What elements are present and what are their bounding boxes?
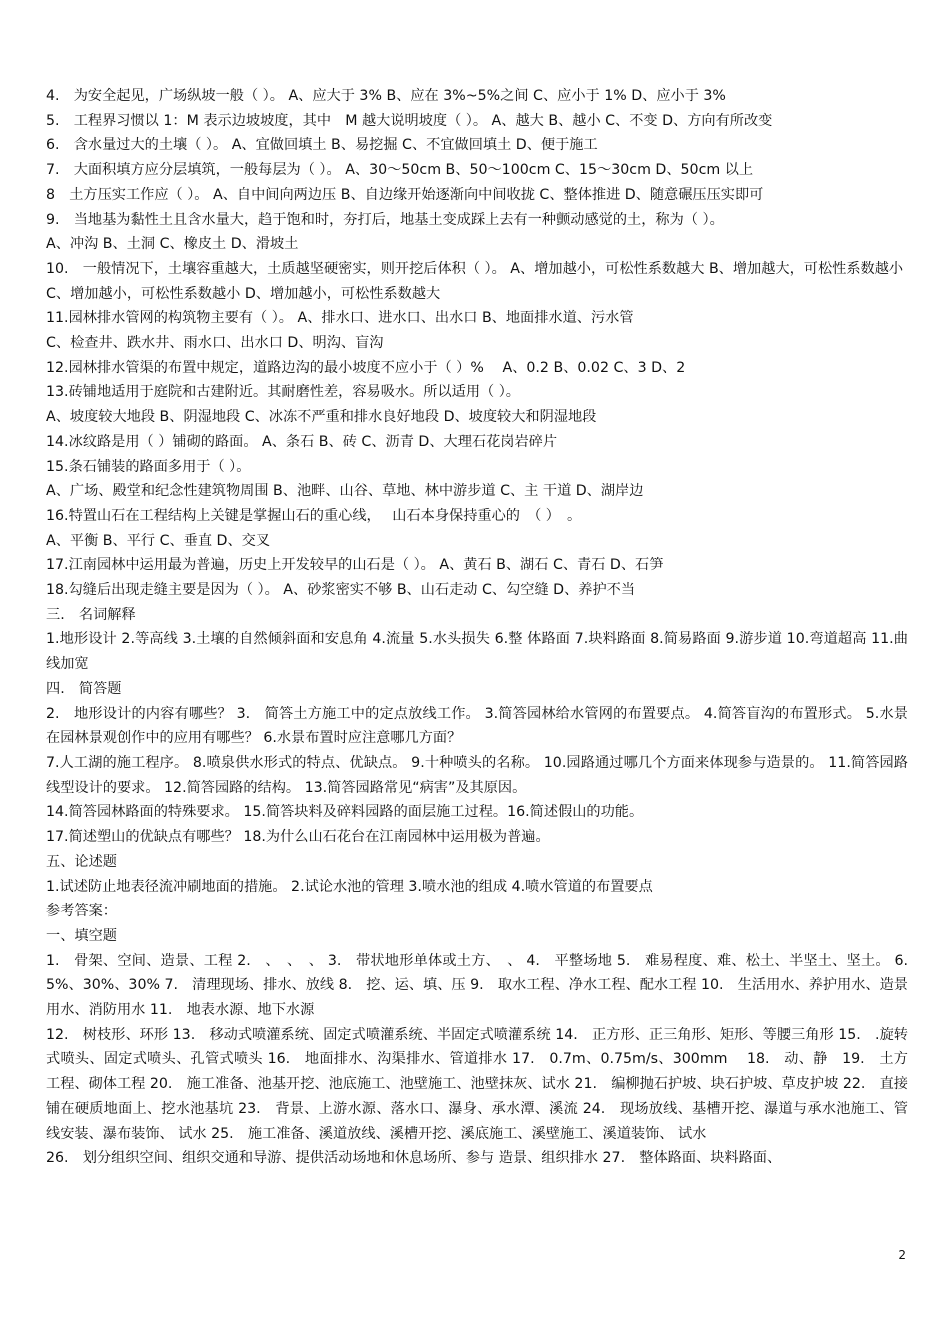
text-line: 五、论述题 bbox=[46, 853, 117, 870]
text-line: 10. 一般情况下，土壤容重越大，土质越坚硬密实，则开挖后体积（ ）。 A、增加越小，可松性系数越大 B、增加越大，可松性系数越小 bbox=[46, 260, 904, 277]
text-line: 1.试述防止地表径流冲刷地面的措施。 2.试论水池的管理 3.喷水池的组成 4.喷水管道的布置要点 bbox=[46, 878, 653, 895]
document-body bbox=[46, 84, 923, 1171]
text-line: 15.条石铺装的路面多用于（ ）。 bbox=[46, 458, 251, 475]
page-number: 2 bbox=[898, 1248, 906, 1262]
text-line: 1. 骨架、空间、造景、工程 2. 、 、 、 3. 带状地形单体或土方、 、 4. 平整场地 5. 难易程度、难、松土、半坚土、坚土。 6. 5%、30%、30% 7. 清理现场、排水、放线 8. 挖、运、填、压 9. 取水工程、净水工程、配水工程 10. 生活用水、养护用水、造景用水、消防用水 11. 地表水源、地下水源 bbox=[46, 952, 923, 1019]
text-line: 四. 简答题 bbox=[46, 680, 122, 697]
text-line: 16.特置山石在工程结构上关键是掌握山石的重心线， 山石本身保持重心的 （ ） 。 bbox=[46, 507, 582, 524]
text-line: 14.简答园林路面的特殊要求。 15.简答块料及碎料园路的面层施工过程。16.简述假山的功能。 bbox=[46, 804, 644, 821]
text-line: 17.江南园林中运用最为普遍，历史上开发较早的山石是（ ）。 A、黄石 B、湖石 C、青石 D、石笋 bbox=[46, 557, 664, 574]
text-line: 三. 名词解释 bbox=[46, 606, 136, 623]
text-line: 26. 划分组织空间、组织交通和导游、提供活动场地和休息场所、参与 造景、组织排水 27. 整体路面、块料路面、 bbox=[46, 1150, 782, 1167]
text-line: 7. 大面积填方应分层填筑，一般每层为（ ）。 A、30～50cm B、50～100cm C、15～30cm D、50cm 以上 bbox=[46, 162, 754, 179]
text-line: 7.人工湖的施工程序。 8.喷泉供水形式的特点、优缺点。 9.十种喷头的名称。 10.园路通过哪几个方面来体现参与造景的。 11.简答园路线型设计的要求。 12.简答园路的结构。 13.简答园路常见“病害”及其原因。 bbox=[46, 754, 908, 796]
text-line: A、坡度较大地段 B、阴湿地段 C、冰冻不严重和排水良好地段 D、坡度较大和阴湿地段 bbox=[46, 409, 597, 426]
text-line: 5. 工程界习惯以 1：M 表示边坡坡度，其中 M 越大说明坡度（ ）。 A、越大 B、越小 C、不变 D、方向有所改变 bbox=[46, 112, 773, 129]
text-line: 4. 为安全起见，广场纵坡一般（ ）。 A、应大于 3% B、应在 3%~5%之间 C、应小于 1% D、应小于 3% bbox=[46, 88, 726, 104]
text-line: 12.园林排水管渠的布置中规定，道路边沟的最小坡度不应小于（ ）% A、0.2 B、0.02 C、3 D、2 bbox=[46, 359, 686, 376]
text-line: A、冲沟 B、土洞 C、橡皮土 D、滑坡土 bbox=[46, 236, 299, 253]
text-line: 6. 含水量过大的土壤（ ）。 A、宜做回填土 B、易挖掘 C、不宜做回填土 D、便于施工 bbox=[46, 137, 598, 154]
text-line: 8 土方压实工作应（ ）。 A、自中间向两边压 B、自边缘开始逐渐向中间收拢 C、整体推进 D、随意碾压压实即可 bbox=[46, 186, 764, 203]
text-line: 9. 当地基为黏性土且含水量大，趋于饱和时，夯打后，地基土变成踩上去有一种颤动感觉的土，称为（ ）。 bbox=[46, 211, 724, 228]
text-line: 11.园林排水管网的构筑物主要有（ ）。 A、排水口、进水口、出水口 B、地面排水道、污水管 bbox=[46, 310, 634, 327]
text-line: C、检查井、跌水井、雨水口、出水口 D、明沟、盲沟 bbox=[46, 335, 384, 352]
text-line: 2. 地形设计的内容有哪些？ 3. 简答土方施工中的定点放线工作。 3.简答园林给水管网的布置要点。 4.简答盲沟的布置形式。 5.水景在园林景观创作中的应用有哪些？ 6.水景布置时应注意哪几方面？ bbox=[46, 705, 908, 747]
text-line: A、平衡 B、平行 C、垂直 D、交叉 bbox=[46, 532, 271, 549]
text-line: 1.地形设计 2.等高线 3.土壤的自然倾斜面和安息角 4.流量 5.水头损失 6.整 体路面 7.块料路面 8.简易路面 9.游步道 10.弯道超高 11.曲线加宽 bbox=[46, 631, 908, 673]
text-line: 12. 树枝形、环形 13. 移动式喷灌系统、固定式喷灌系统、半固定式喷灌系统 14. 正方形、正三角形、矩形、等腰三角形 15. .旋转式喷头、固定式喷头、孔管式喷头 16. 地面排水、沟渠排水、管道排水 17. 0.7m、0.75m/s、300mm 18. 动、静 19. 土方工程、砌体工程 20. 施工准备、池基开挖、池底施工、池壁施工、池壁抹灰、试水 21. 编柳抛石护坡、块石护坡、草皮护坡 22. 直接铺在硬质地面上、挖水池基坑 23. 背景、上游水源、落水口、瀑身、承水潭、溪流 24. 现场放线、基槽开挖、瀑道与承水池施工、管线安装、瀑布装饰、 试水 25. 施工准备、溪道放线、溪槽开挖、溪底施工、溪壁施工、溪道装饰、 试水 bbox=[46, 1026, 908, 1142]
text-line: 参考答案： bbox=[46, 903, 117, 920]
text-line: 一、填空题 bbox=[46, 927, 117, 944]
text-line: 14.冰纹路是用（ ）铺砌的路面。 A、条石 B、砖 C、沥青 D、大理石花岗岩碎片 bbox=[46, 433, 558, 450]
text-line: 17.简述塑山的优缺点有哪些？ 18.为什么山石花台在江南园林中运用极为普遍。 bbox=[46, 829, 550, 846]
text-line: C、增加越小，可松性系数越小 D、增加越小，可松性系数越大 bbox=[46, 285, 441, 302]
text-line: A、广场、殿堂和纪念性建筑物周围 B、池畔、山谷、草地、林中游步道 C、主 干道 D、湖岸边 bbox=[46, 483, 644, 500]
text-line: 13.砖铺地适用于庭院和古建附近。其耐磨性差，容易吸水。所以适用（ ）。 bbox=[46, 384, 520, 401]
text-line: 18.勾缝后出现走缝主要是因为（ ）。 A、砂浆密实不够 B、山石走动 C、勾空缝 D、养护不当 bbox=[46, 582, 636, 599]
